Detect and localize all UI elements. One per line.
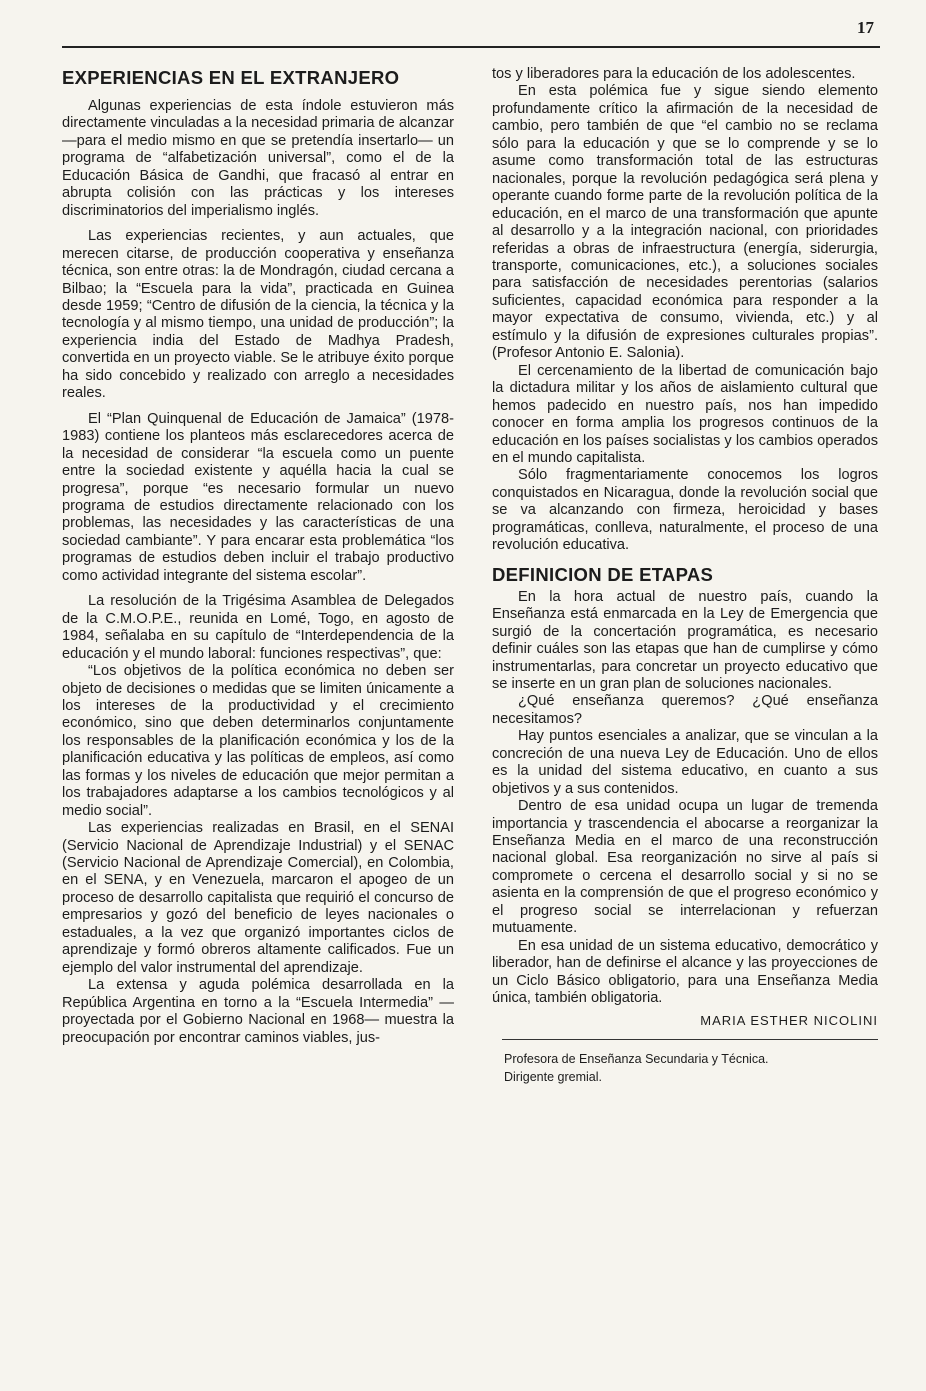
author-credit: [492, 1050, 878, 1086]
paragraph: El cercenamiento de la libertad de comunicación bajo la dictadura militar y los años de aislamiento cultural que hemos padecido en nuestro país, nos han impedido conocer en forma amplia los progresos continuos de la educación en los países socialistas y los cambios operados en el mundo capitalista.: [492, 362, 878, 466]
paragraph: ¿Qué enseñanza queremos? ¿Qué enseñanza necesitamos?: [492, 693, 878, 727]
paragraph: Las experiencias realizadas en Brasil, en el SENAI (Servicio Nacional de Aprendizaje Industrial) y el SENAC (Servicio Nacional de Aprendizaje Comercial), en Colombia, en el SENA, y en Venezuela, marcaron el apogeo de un proceso de desarrollo capitalista que requirió el concurso de empresarios y gozó del beneficio de leyes nacionales o estaduales, a la vez que organizó importantes ciclos de aprendizaje y formó obreros altamente calificados. Fue un ejemplo del valor instrumental del aprendizaje.: [62, 820, 454, 976]
paragraph: En esta polémica fue y sigue siendo elemento profundamente crítico la afirmación de la necesidad de cambio, pero también de que “el cambio no se reclama sólo para la educación y que se lo comprende y se lo asume como transformación total de las estructuras nacionales, porque la revolución pedagógica será plena y operante cuando forme parte de la revolución política de la educación, en el marco de una transformación que apunte al desarrollo y a la integración nacional, con prioridades referidas a obras de infraestructura (energía, siderurgia, transporte, comunicaciones, etc.), a soluciones sociales para satisfacción de necesidades perentorias (salarios suficientes, capacidad económica para responder a la mayor expectativa de consumo, vivienda, etc.) y al estímulo y la difusión de expresiones culturales propias”. (Profesor Antonio E. Salonia).: [492, 83, 878, 362]
section-heading-definicion: DEFINICION DE ETAPAS: [492, 563, 714, 585]
paragraph: Sólo fragmentariamente conocemos los logros conquistados en Nicaragua, donde la revolución social que se va alcanzando con firmeza, heroicidad y bases programáticas, conlleva, naturalmente, el proceso de una revolución educativa.: [492, 467, 878, 554]
quote-paragraph: “Los objetivos de la política económica no deben ser objeto de decisiones o medidas que se limiten únicamente a los intereses de la productividad y el crecimiento económico, sino que deben determinarlos conjuntamente los responsables de la planificación económica y los de la planificación educativa y las políticas de empleos, así como las formas y los niveles de educación que mejor permitan a los trabajadores adaptarse a los cambios tecnológicos y al medio social”.: [62, 663, 454, 819]
signature-rule: [502, 1039, 878, 1040]
page-number: 17: [857, 18, 874, 37]
paragraph: La resolución de la Trigésima Asamblea de Delegados de la C.M.O.P.E., reunida en Lomé, Togo, en agosto de 1984, señalaba en su capítulo de “Interdependencia de la educación y el mundo laboral: funciones respectivas”, que:: [62, 593, 454, 662]
paragraph: Hay puntos esenciales a analizar, que se vinculan a la concreción de una nueva Ley de Educación. Uno de ellos es la unidad del sistema educativo, en cuanto a sus objetivos y a sus contenidos.: [492, 728, 878, 797]
author-signature: MARIA ESTHER NICOLINI: [700, 1012, 878, 1028]
left-column: [62, 66, 454, 1047]
section-heading-experiencias: EXPERIENCIAS EN EL EXTRANJERO: [62, 67, 400, 88]
paragraph: Algunas experiencias de esta índole estuvieron más directamente vinculadas a la necesidad primaria de alcanzar —para el medio mismo en que se pretendía insertarlo— un programa de “alfabetización universal”, como el de la Educación Básica de Gandhi, que fracasó al entrar en abrupta colisión con las prácticas y los intereses discriminatorios del imperialismo inglés.: [62, 98, 454, 219]
paragraph: Dentro de esa unidad ocupa un lugar de tremenda importancia y trascendencia el abocarse a reorganizar la Enseñanza Media en el marco de una reconstrucción nacional global. Esa reorganización no sirve al país si compromete o cercena el desarrollo social y si no se asienta en la comprensión de que el progreso económico y el progreso social se interrelacionan y refuerzan mutuamente.: [492, 798, 878, 937]
paragraph: En esa unidad de un sistema educativo, democrático y liberador, han de definirse el alcance y las proyecciones de un Ciclo Básico obligatorio, para una Enseñanza Media única, también obligatoria.: [492, 937, 878, 1007]
credit-line: Profesora de Enseñanza Secundaria y Técnica.: [504, 1052, 769, 1067]
paragraph: En la hora actual de nuestro país, cuando la Enseñanza está enmarcada en la Ley de Emergencia que surgió de la concertación programática, es necesario definir cuáles son las etapas que han de cumplirse y cómo instrumentarlas, para concretar un proyecto educativo que se inserte en un gran plan de soluciones nacionales.: [492, 588, 878, 692]
header-rule: [62, 46, 880, 48]
right-column: [492, 66, 878, 1086]
paragraph: El “Plan Quinquenal de Educación de Jamaica” (1978-1983) contiene los planteos más esclarecedores acerca de la necesidad de considerar “la escuela como un puente entre la sociedad existente y aquélla hacia la cual se progresa”, porque “es necesario formular un nuevo programa de estudios directamente relacionado con los problemas, las necesidades y las características de una sociedad cambiante”. Y para encarar esta problemática “los programas de estudios deben incluir el trabajo productivo como actividad integrante del sistema escolar”.: [62, 410, 454, 584]
credit-line: Dirigente gremial.: [504, 1070, 602, 1085]
paragraph-continued: tos y liberadores para la educación de los adolescentes.: [492, 66, 856, 82]
paragraph: La extensa y aguda polémica desarrollada en la República Argentina en torno a la “Escuela Intermedia” —proyectada por el Gobierno Nacional en 1968— muestra la preocupación por encontrar caminos viables, jus-: [62, 977, 454, 1046]
paragraph: Las experiencias recientes, y aun actuales, que merecen citarse, de producción cooperativa y enseñanza técnica, son entre otras: la de Mondragón, ciudad cercana a Bilbao; la “Escuela para la vida”, practicada en Guinea desde 1959; “Centro de difusión de la ciencia, la técnica y la tecnología y al mismo tiempo, una unidad de producción”; la experiencia india del Estado de Madhya Pradesh, convertida en un proyecto viable. Se le atribuye éxito porque ha sido concebido y realizado con arreglo a necesidades reales.: [62, 228, 454, 402]
